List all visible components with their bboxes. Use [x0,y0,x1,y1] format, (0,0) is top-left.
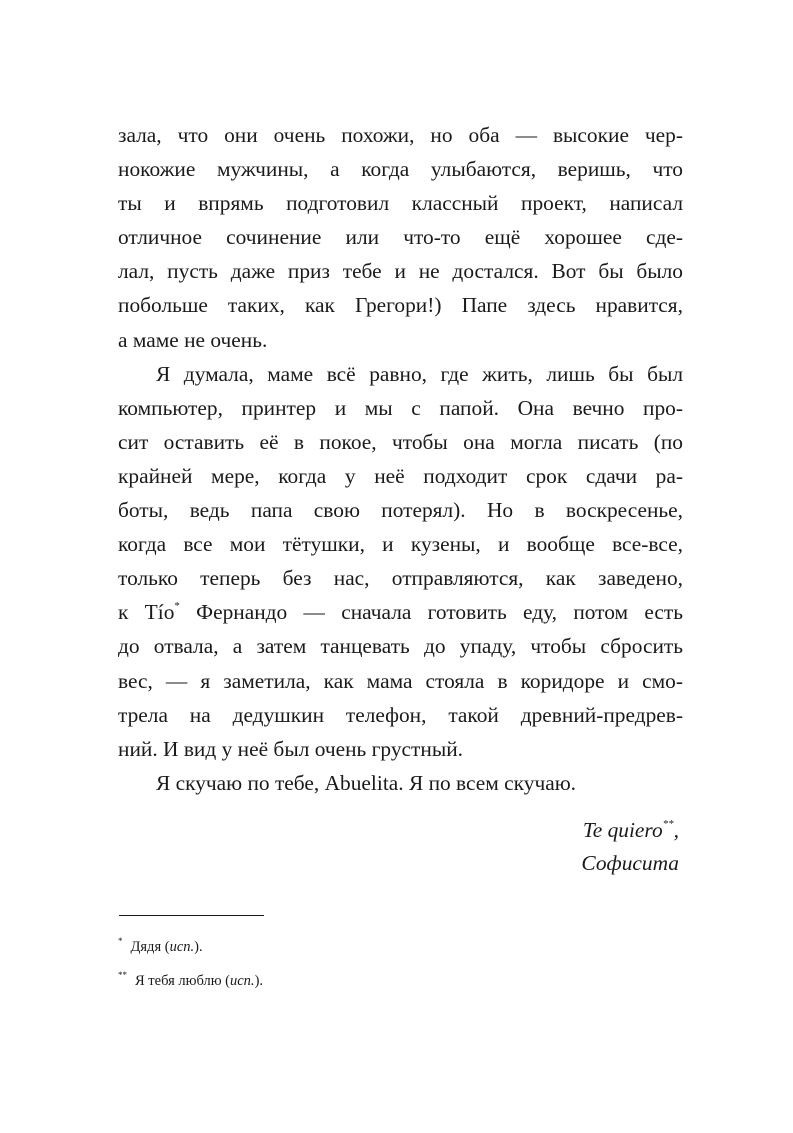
text-line: а маме не очень. [118,327,268,352]
text-line: до отвала, а затем танцевать до упаду, чтобы сбросить [118,634,683,659]
footnote-language-abbr: исп. [230,972,255,989]
text-line: зала, что они очень похожи, но оба — высокие чер- [118,123,683,147]
footnote-reference: * [174,600,180,613]
body-text [118,118,683,800]
footnote-divider [119,915,264,916]
text-line: сит оставить её в покое, чтобы она могла писать (по [118,429,683,454]
closing-comma: , [673,818,679,842]
footnote-reference: ** [662,817,674,830]
closing-phrase [581,814,679,847]
letter-signature [581,814,679,880]
text-line: ты и впрямь подготовил классный проект, написал [118,191,683,216]
text-line: Я скучаю по тебе, Abuelita. Я по всем скучаю. [156,770,577,795]
text-line: компьютер, принтер и мы с папой. Она вечно про- [118,395,683,420]
footnote-mark: * [118,936,123,946]
closing-text: Te quiero [582,818,663,842]
text-line: боты, ведь папа свою потерял). Но в воскресенье, [118,498,683,523]
text-line: отличное сочинение или что-то ещё хорошее сде- [118,225,683,250]
footnotes [118,928,263,996]
footnote-mark: ** [118,969,127,980]
signer-name: Софисита [581,851,679,875]
text-line: вес, — я заметила, как мама стояла в коридоре и смо- [118,668,683,693]
text-segment: Фернандо — сначала готовить еду, потом есть [179,600,683,625]
footnote-text: Дядя ( [130,938,170,955]
text-line: Я думала, маме всё равно, где жить, лишь бы был [156,361,683,386]
text-line: лал, пусть даже приз тебе и не достался. Вот бы было [118,259,683,284]
text-line: побольше таких, как Грегори!) Папе здесь нравится, [118,293,683,318]
text-segment: к Tío [118,600,175,625]
book-page [118,118,683,1078]
footnote-language-abbr: исп. [169,938,195,955]
footnote-text: ). [254,972,264,989]
footnote-text: ). [194,938,203,955]
text-line: трела на дедушкин телефон, такой древний-предрев- [118,702,683,727]
text-line: крайней мере, когда у неё подходит срок сдачи ра- [118,463,683,488]
text-line: нокожие мужчины, а когда улыбаются, веришь, что [118,157,683,182]
text-line: когда все мои тётушки, и кузены, и вообще все-все, [118,532,683,557]
text-line [118,595,683,629]
footnote-text: Я тебя люблю ( [135,972,230,989]
text-line: ний. И вид у неё был очень грустный. [118,736,463,761]
footnote-item [118,962,263,996]
text-line: только теперь без нас, отправляются, как заведено, [118,566,683,591]
footnote-item [118,928,263,962]
